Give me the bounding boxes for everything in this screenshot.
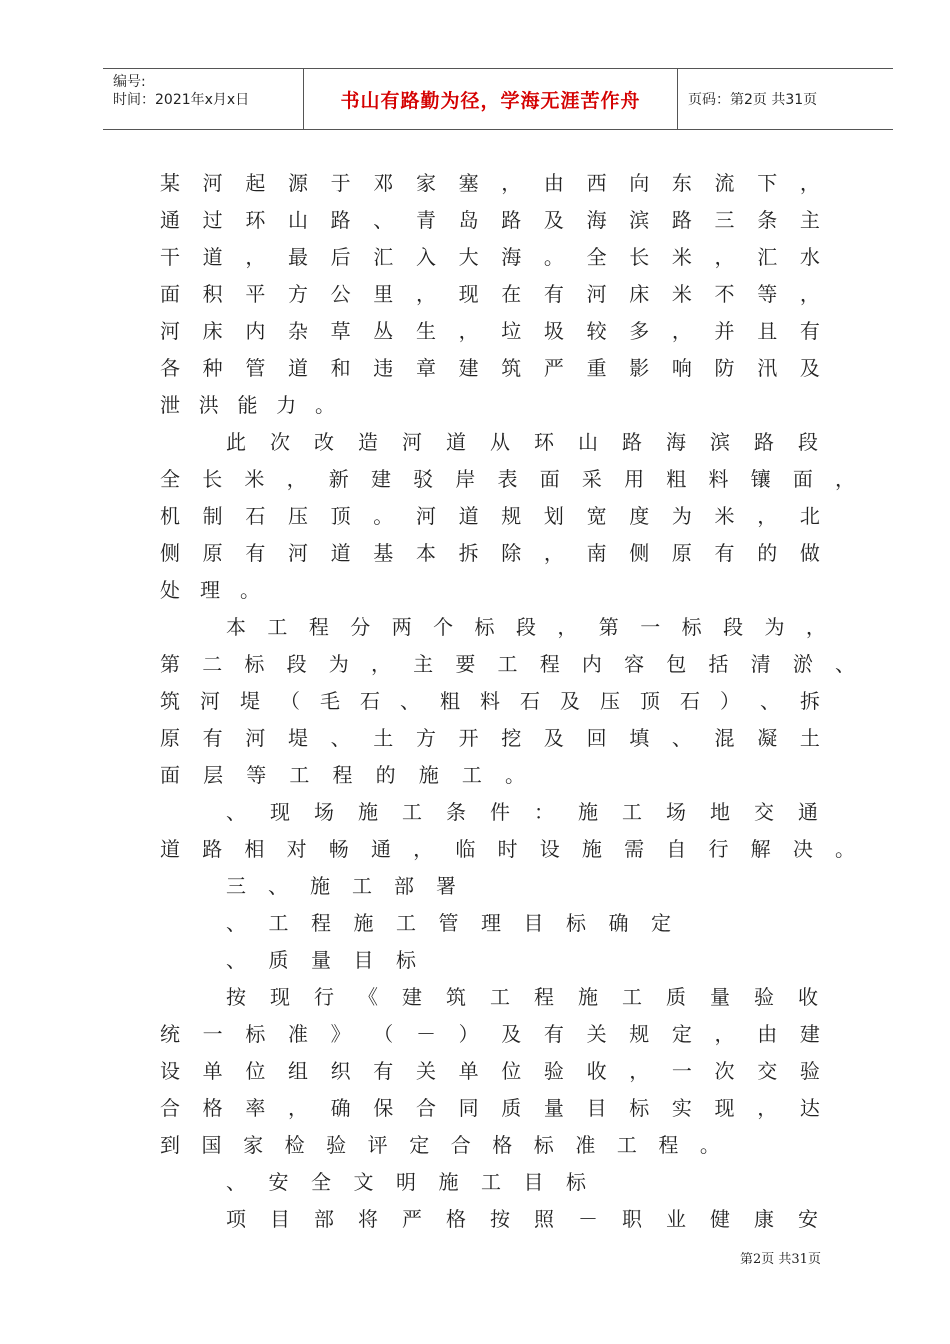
- body-line: 本 工 程 分 两 个 标 段 ， 第 一 标 段 为 ，: [226, 614, 826, 639]
- body-line: 、 质 量 目 标: [226, 947, 416, 972]
- body-line: 面 积 平 方 公 里 ， 现 在 有 河 床 米 不 等 ，: [160, 281, 820, 306]
- body-line: 道 路 相 对 畅 通 ， 临 时 设 施 需 自 行 解 决 。: [160, 836, 855, 861]
- body-line: 、 现 场 施 工 条 件 ： 施 工 场 地 交 通: [226, 799, 818, 824]
- body-line: 干 道 ， 最 后 汇 入 大 海 。 全 长 米 ， 汇 水: [160, 244, 820, 269]
- header-page-info: 页码：第2页 共31页: [688, 92, 818, 108]
- body-line: 此 次 改 造 河 道 从 环 山 路 海 滨 路 段: [226, 429, 818, 454]
- body-line: 各 种 管 道 和 违 章 建 筑 严 重 影 响 防 汛 及: [160, 355, 820, 380]
- time-label: 时间：2021年x月x日: [113, 92, 250, 108]
- body-line: 原 有 河 堤 、 土 方 开 挖 及 回 填 、 混 凝 土: [160, 725, 820, 750]
- body-line: 机 制 石 压 顶 。 河 道 规 划 宽 度 为 米 ， 北: [160, 503, 820, 528]
- body-line: 项 目 部 将 严 格 按 照 － 职 业 健 康 安: [226, 1206, 818, 1231]
- body-line: 三 、 施 工 部 署: [226, 873, 456, 898]
- body-line: 按 现 行 《 建 筑 工 程 施 工 质 量 验 收: [226, 984, 818, 1009]
- body-line: 合 格 率 ， 确 保 合 同 质 量 目 标 实 现 ， 达: [160, 1095, 820, 1120]
- body-line: 、 安 全 文 明 施 工 目 标: [226, 1169, 586, 1194]
- body-line: 面 层 等 工 程 的 施 工 。: [160, 762, 525, 787]
- serial-label: 编号:: [113, 74, 146, 90]
- body-line: 设 单 位 组 织 有 关 单 位 验 收 ， 一 次 交 验: [160, 1058, 820, 1083]
- body-line: 、 工 程 施 工 管 理 目 标 确 定: [226, 910, 671, 935]
- body-line: 侧 原 有 河 道 基 本 拆 除 ， 南 侧 原 有 的 做: [160, 540, 820, 565]
- body-line: 筑 河 堤 （ 毛 石 、 粗 料 石 及 压 顶 石 ） 、 拆: [160, 688, 820, 713]
- body-line: 第 二 标 段 为 ， 主 要 工 程 内 容 包 括 清 淤 、: [160, 651, 855, 676]
- body-line: 某 河 起 源 于 邓 家 塞 ， 由 西 向 东 流 下 ，: [160, 170, 820, 195]
- motto: 书山有路勤为径，学海无涯苦作舟: [340, 90, 641, 112]
- body-line: 到 国 家 检 验 评 定 合 格 标 准 工 程 。: [160, 1132, 720, 1157]
- body-line: 处 理 。: [160, 577, 260, 602]
- footer-page-info: 第2页 共31页: [740, 1252, 821, 1267]
- body-line: 全 长 米 ， 新 建 驳 岸 表 面 采 用 粗 料 镶 面 ，: [160, 466, 855, 491]
- body-line: 统 一 标 准 》 （ － ） 及 有 关 规 定 ， 由 建: [160, 1021, 820, 1046]
- body-line: 泄 洪 能 力 。: [160, 392, 335, 417]
- body-line: 河 床 内 杂 草 丛 生 ， 垃 圾 较 多 ， 并 且 有: [160, 318, 820, 343]
- body-line: 通 过 环 山 路 、 青 岛 路 及 海 滨 路 三 条 主: [160, 207, 820, 232]
